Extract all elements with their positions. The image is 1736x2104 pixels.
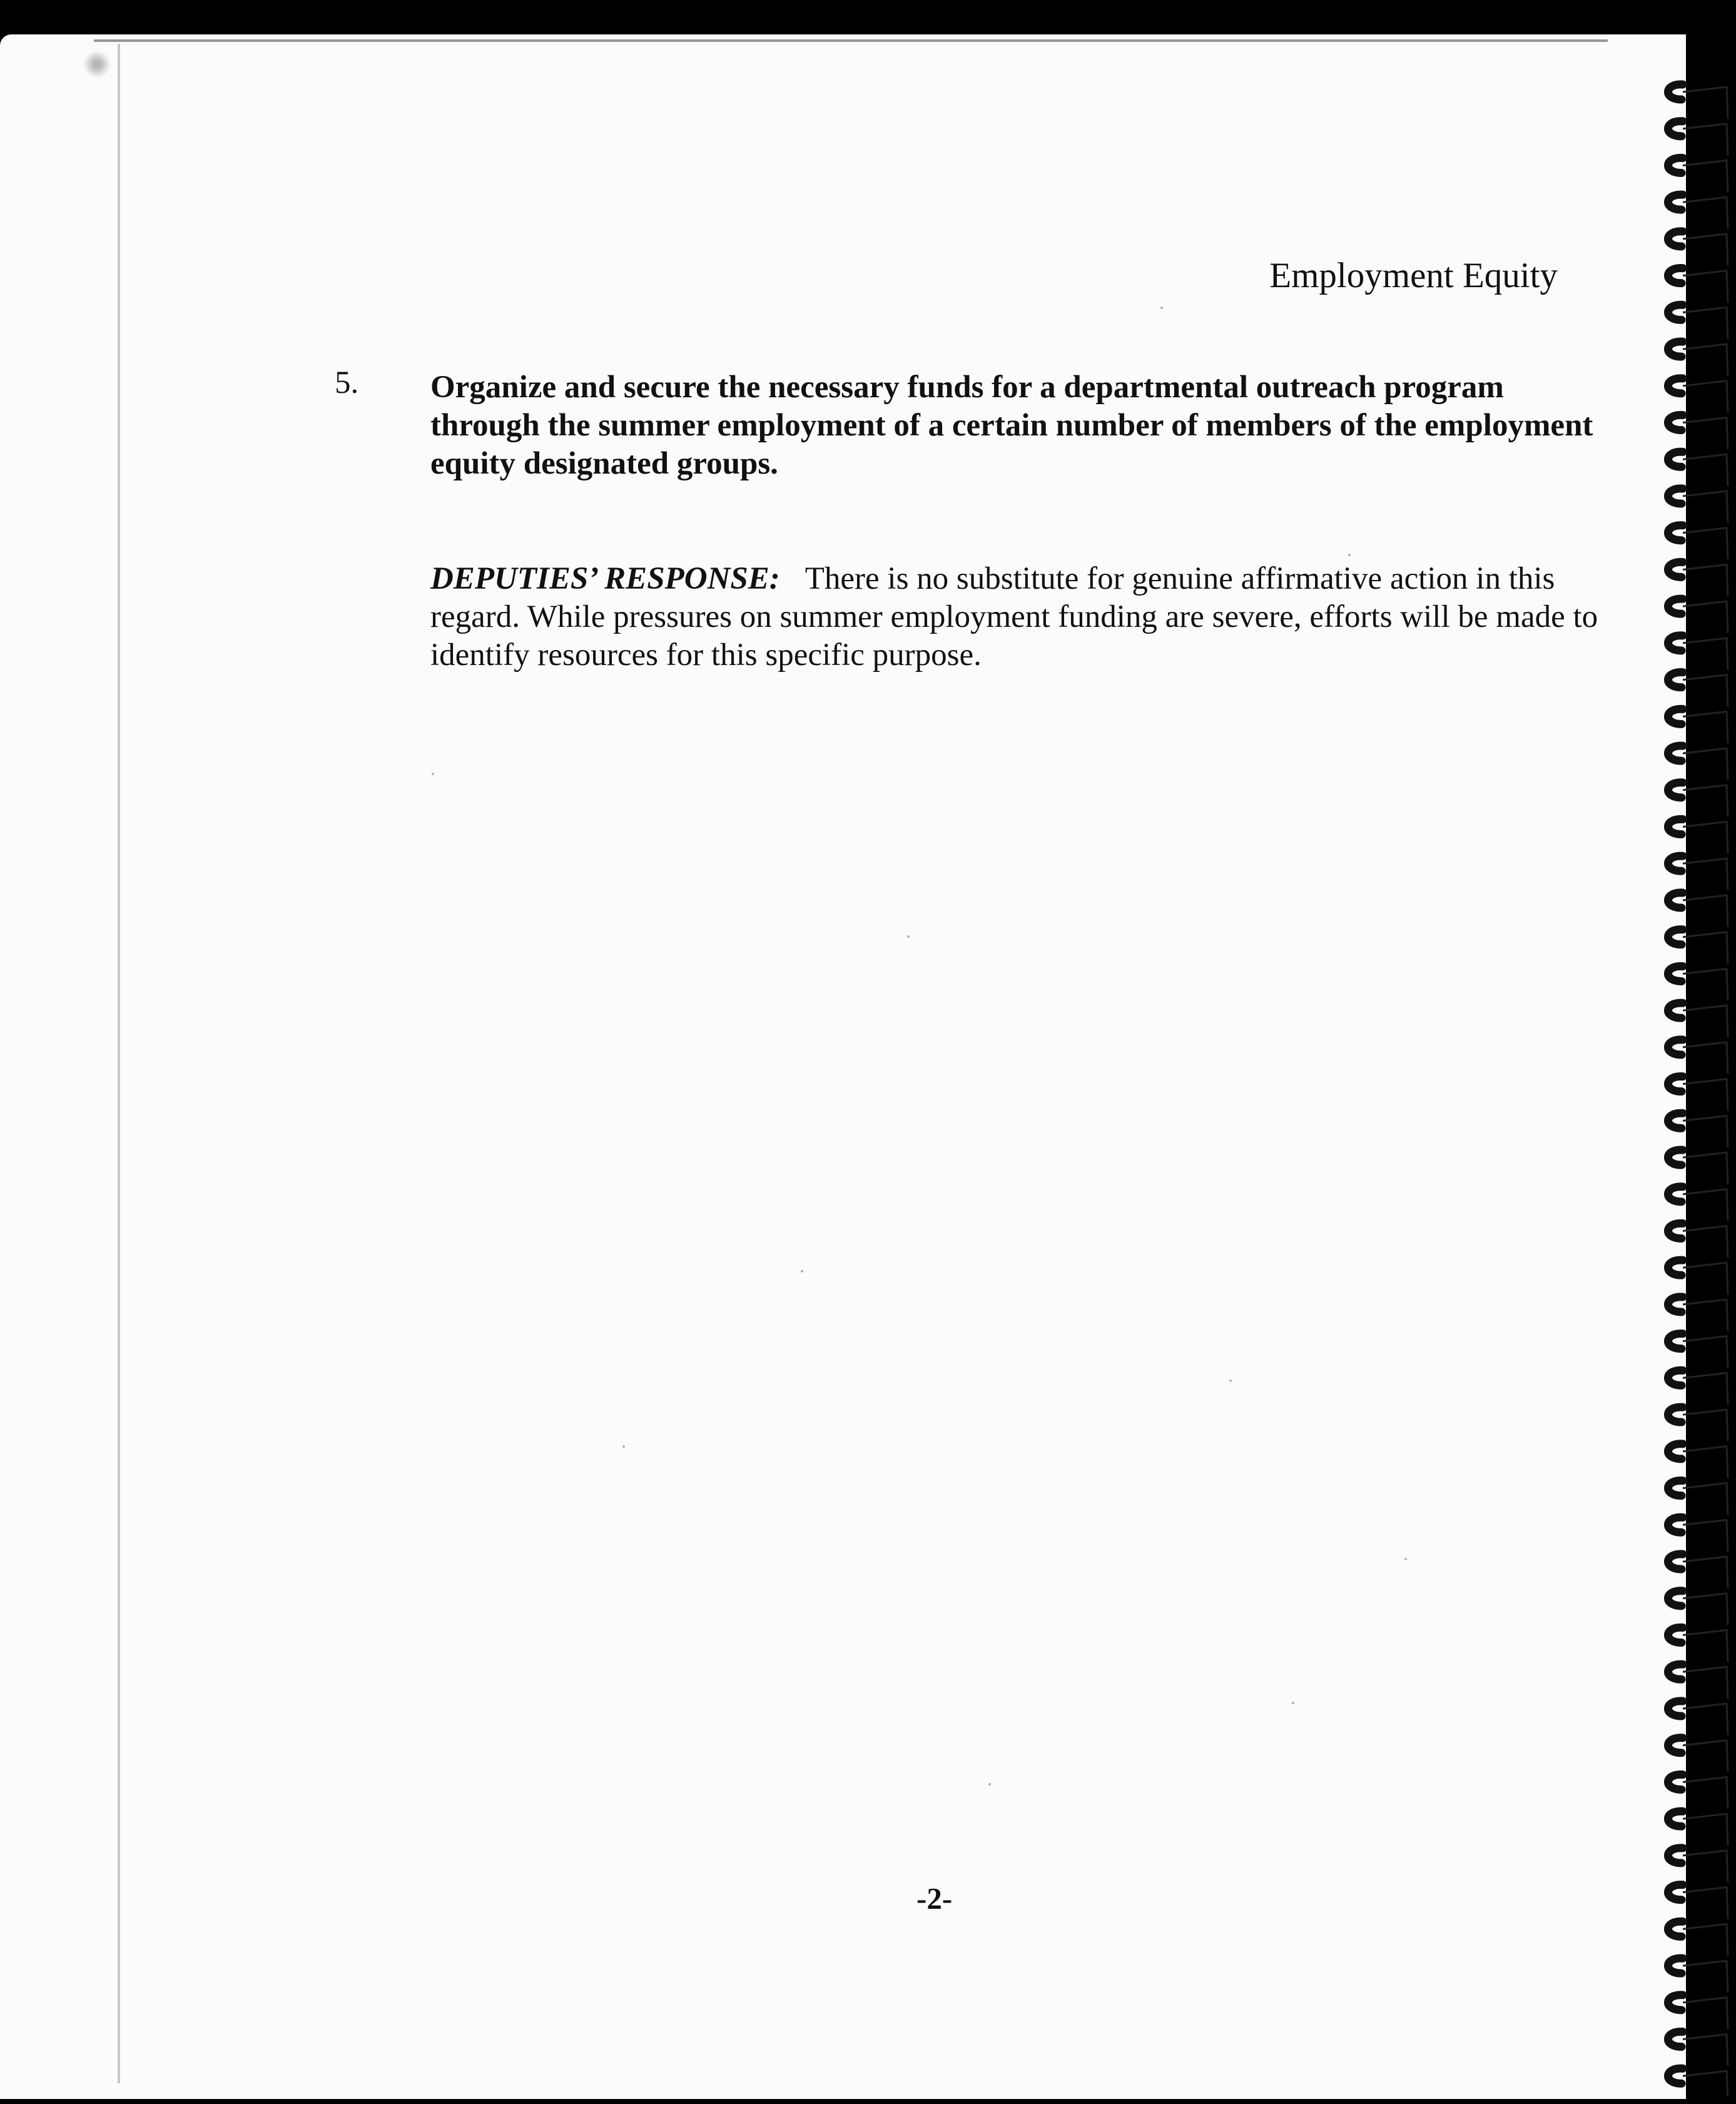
- document-page: [0, 34, 1686, 2099]
- binding-coil: [1668, 415, 1728, 449]
- binding-coil: [1668, 489, 1728, 523]
- binding-coil: [1668, 305, 1728, 339]
- binding-coil: [1668, 893, 1728, 927]
- binding-coil: [1668, 966, 1728, 1000]
- binding-coil: [1668, 1591, 1728, 1625]
- spiral-binding: [1658, 75, 1736, 2096]
- page-left-edge: [118, 44, 120, 2083]
- binding-coil: [1668, 783, 1728, 817]
- binding-coil: [1668, 1701, 1728, 1736]
- scan-speck: [1229, 1380, 1232, 1382]
- scan-speck: [622, 1445, 625, 1448]
- binding-coil: [1668, 709, 1728, 743]
- binding-coil: [1668, 84, 1728, 119]
- binding-coil: [1668, 121, 1728, 156]
- response-paragraph: [430, 560, 1638, 674]
- binding-coil: [1668, 1260, 1728, 1294]
- binding-coil: [1668, 1848, 1728, 1883]
- binding-coil: [1668, 526, 1728, 560]
- binding-coil: [1668, 1150, 1728, 1184]
- binding-coil: [1668, 1664, 1728, 1699]
- scan-smudge: [75, 38, 119, 97]
- binding-coil: [1668, 673, 1728, 707]
- binding-coil: [1668, 1113, 1728, 1147]
- binding-coil: [1668, 1444, 1728, 1478]
- binding-coil: [1668, 1481, 1728, 1515]
- binding-coil: [1668, 268, 1728, 303]
- scan-speck: [1292, 1702, 1294, 1704]
- binding-coil: [1668, 599, 1728, 633]
- binding-coil: [1668, 1554, 1728, 1588]
- binding-coil: [1668, 1187, 1728, 1221]
- binding-coil: [1668, 1003, 1728, 1037]
- binding-coil: [1668, 342, 1728, 376]
- scan-speck: [1404, 1558, 1407, 1560]
- scan-speck: [988, 1783, 991, 1786]
- scan-speck: [1348, 554, 1351, 556]
- binding-coil: [1668, 636, 1728, 670]
- binding-coil: [1668, 1297, 1728, 1331]
- binding-coil: [1668, 1774, 1728, 1809]
- binding-coil: [1668, 1958, 1728, 1993]
- binding-coil: [1668, 1995, 1728, 2030]
- binding-coil: [1668, 746, 1728, 780]
- response-label: DEPUTIES’ RESPONSE:: [430, 561, 780, 596]
- binding-coil: [1668, 819, 1728, 853]
- binding-coil: [1668, 1517, 1728, 1552]
- binding-coil: [1668, 1223, 1728, 1258]
- binding-coil: [1668, 158, 1728, 192]
- binding-coil: [1668, 1407, 1728, 1441]
- binding-coil: [1668, 1627, 1728, 1662]
- binding-coil: [1668, 1334, 1728, 1368]
- binding-coil: [1668, 930, 1728, 964]
- scan-speck: [801, 1270, 803, 1273]
- binding-coil: [1668, 1077, 1728, 1111]
- binding-coil: [1668, 1738, 1728, 1772]
- binding-coil: [1668, 1921, 1728, 1956]
- binding-coil: [1668, 231, 1728, 266]
- binding-coil: [1668, 452, 1728, 486]
- binding-coil: [1668, 1811, 1728, 1846]
- binding-coil: [1668, 1885, 1728, 1919]
- binding-coil: [1668, 1370, 1728, 1405]
- scan-speck: [432, 773, 434, 775]
- item-number: 5.: [335, 365, 359, 400]
- response-text: There is no substitute for genuine affirmative action in this regard. While pressures on summer employment funding are severe, efforts will be made to identify resources for this specific purpose.: [430, 561, 1598, 673]
- recommendation-text: Organize and secure the necessary funds for a departmental outreach program through the summer employment of a certain number of members of the employment equity designated groups.: [430, 370, 1593, 481]
- binding-coil: [1668, 1040, 1728, 1074]
- binding-coil: [1668, 379, 1728, 413]
- page-top-edge: [94, 39, 1608, 42]
- scan-speck: [1160, 307, 1163, 309]
- binding-coil: [1668, 2031, 1728, 2066]
- section-heading: Employment Equity: [1269, 256, 1558, 295]
- binding-coil: [1668, 195, 1728, 229]
- scan-speck: [907, 935, 910, 938]
- binding-coil: [1668, 856, 1728, 890]
- page-number: -2-: [916, 1881, 953, 1916]
- binding-coil: [1668, 562, 1728, 596]
- binding-coil: [1668, 2068, 1728, 2096]
